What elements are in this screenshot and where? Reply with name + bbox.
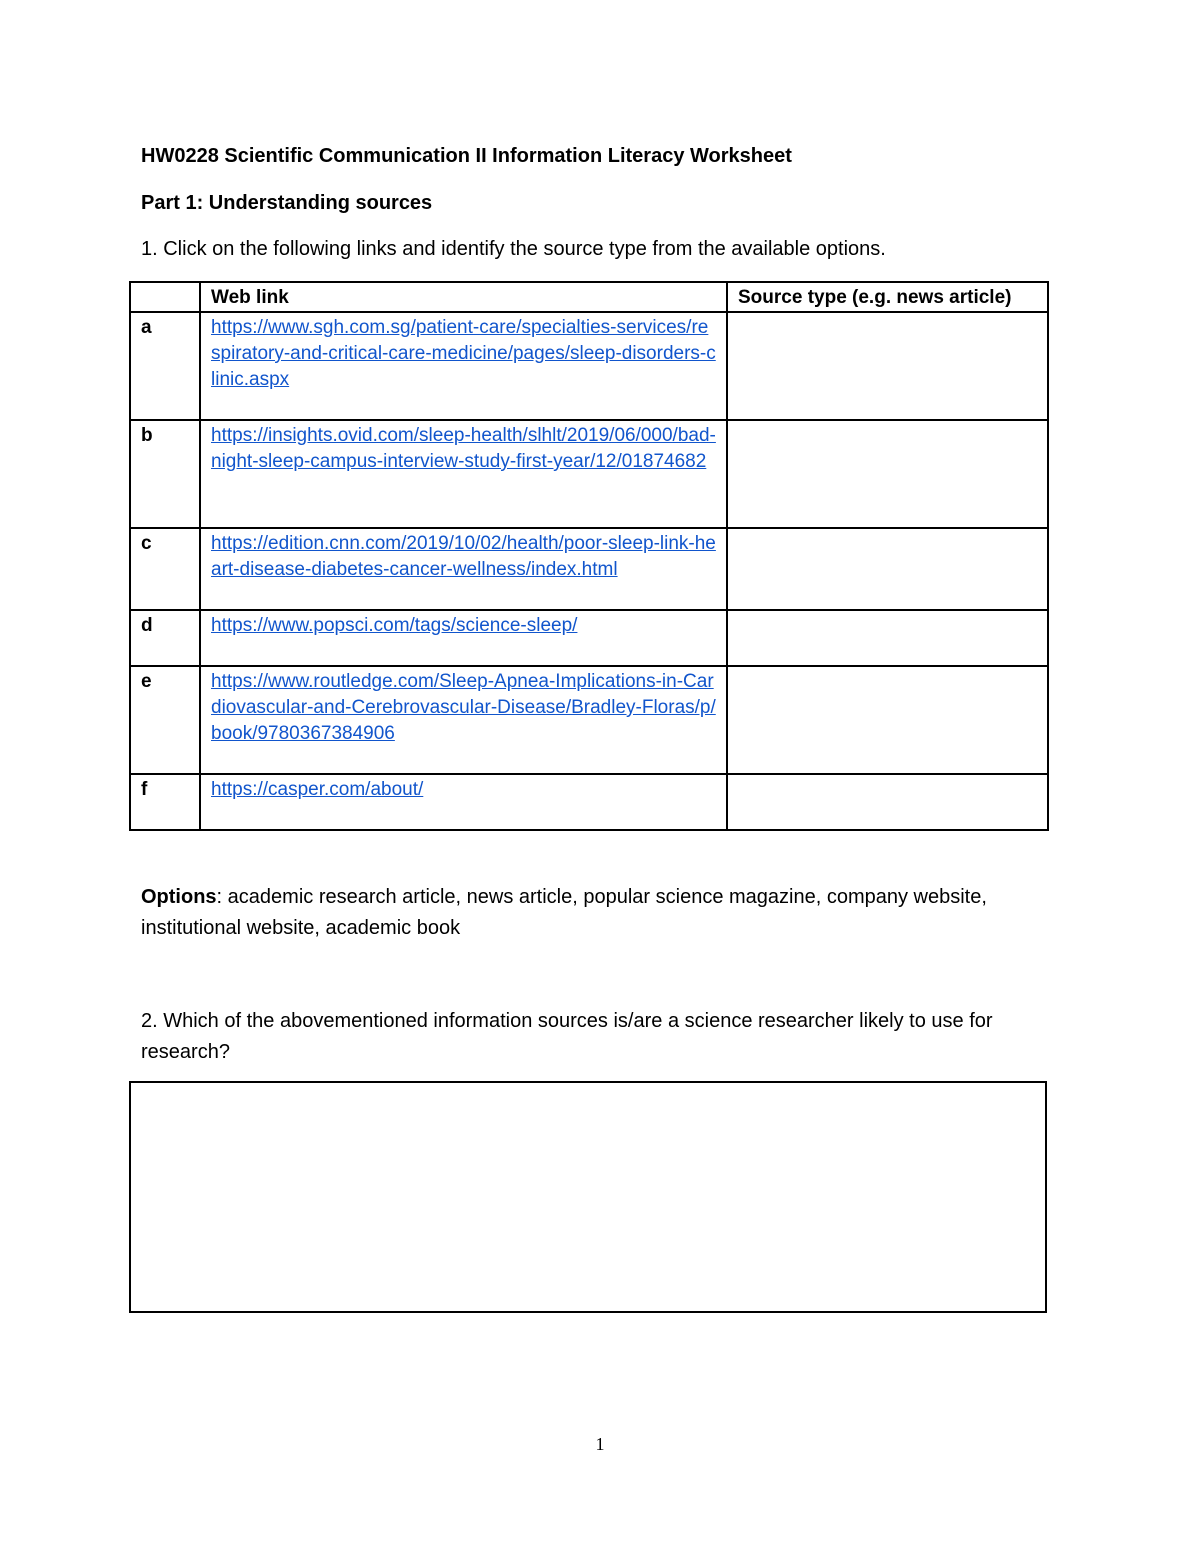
web-link[interactable]: https://casper.com/about/	[211, 779, 424, 800]
source-type-input[interactable]	[727, 420, 1048, 528]
answer-box[interactable]	[129, 1081, 1047, 1313]
table-row	[130, 420, 1048, 528]
document-title: HW0228 Scientific Communication II Information Literacy Worksheet	[141, 145, 792, 167]
options-list: : academic research article, news article, popular science magazine, company website, institutional website, academic book	[141, 886, 987, 939]
header-web-link: Web link	[200, 282, 727, 312]
options-paragraph	[141, 882, 1051, 944]
table-row	[130, 528, 1048, 610]
web-link[interactable]: https://www.popsci.com/tags/science-sleep/	[211, 615, 578, 636]
table-row	[130, 774, 1048, 830]
source-type-input[interactable]	[727, 610, 1048, 666]
table-header-row	[130, 282, 1048, 312]
table-row	[130, 312, 1048, 420]
header-label	[130, 282, 200, 312]
web-link-cell	[200, 420, 727, 528]
web-link-cell	[200, 528, 727, 610]
part-heading: Part 1: Understanding sources	[141, 192, 433, 214]
source-type-input[interactable]	[727, 666, 1048, 774]
row-label: d	[130, 610, 200, 666]
options-label: Options	[141, 886, 217, 908]
table-row	[130, 610, 1048, 666]
source-type-input[interactable]	[727, 774, 1048, 830]
question-1-text: 1. Click on the following links and identify the source type from the available options.	[141, 238, 886, 260]
row-label: b	[130, 420, 200, 528]
web-link-cell	[200, 774, 727, 830]
row-label: e	[130, 666, 200, 774]
source-type-input[interactable]	[727, 312, 1048, 420]
header-source-type: Source type (e.g. news article)	[727, 282, 1048, 312]
question-2-text: 2. Which of the abovementioned information sources is/are a science researcher likely to use for research?	[141, 1010, 993, 1063]
web-link-cell	[200, 610, 727, 666]
web-link[interactable]: https://edition.cnn.com/2019/10/02/health/poor-sleep-link-heart-disease-diabetes-cancer-wellness/index.html	[211, 533, 716, 580]
web-link-cell	[200, 666, 727, 774]
row-label: a	[130, 312, 200, 420]
source-type-input[interactable]	[727, 528, 1048, 610]
row-label: f	[130, 774, 200, 830]
table-row	[130, 666, 1048, 774]
page-number: 1	[595, 1434, 605, 1454]
web-link[interactable]: https://insights.ovid.com/sleep-health/slhlt/2019/06/000/bad-night-sleep-campus-interview-study-first-year/12/01874682	[211, 425, 716, 472]
web-link[interactable]: https://www.routledge.com/Sleep-Apnea-Implications-in-Cardiovascular-and-Cerebrovascular-Disease/Bradley-Floras/p/book/9780367384906	[211, 671, 716, 744]
source-links-table	[129, 281, 1049, 831]
web-link-cell	[200, 312, 727, 420]
row-label: c	[130, 528, 200, 610]
web-link[interactable]: https://www.sgh.com.sg/patient-care/specialties-services/respiratory-and-critical-care-medicine/pages/sleep-disorders-clinic.aspx	[211, 317, 716, 390]
